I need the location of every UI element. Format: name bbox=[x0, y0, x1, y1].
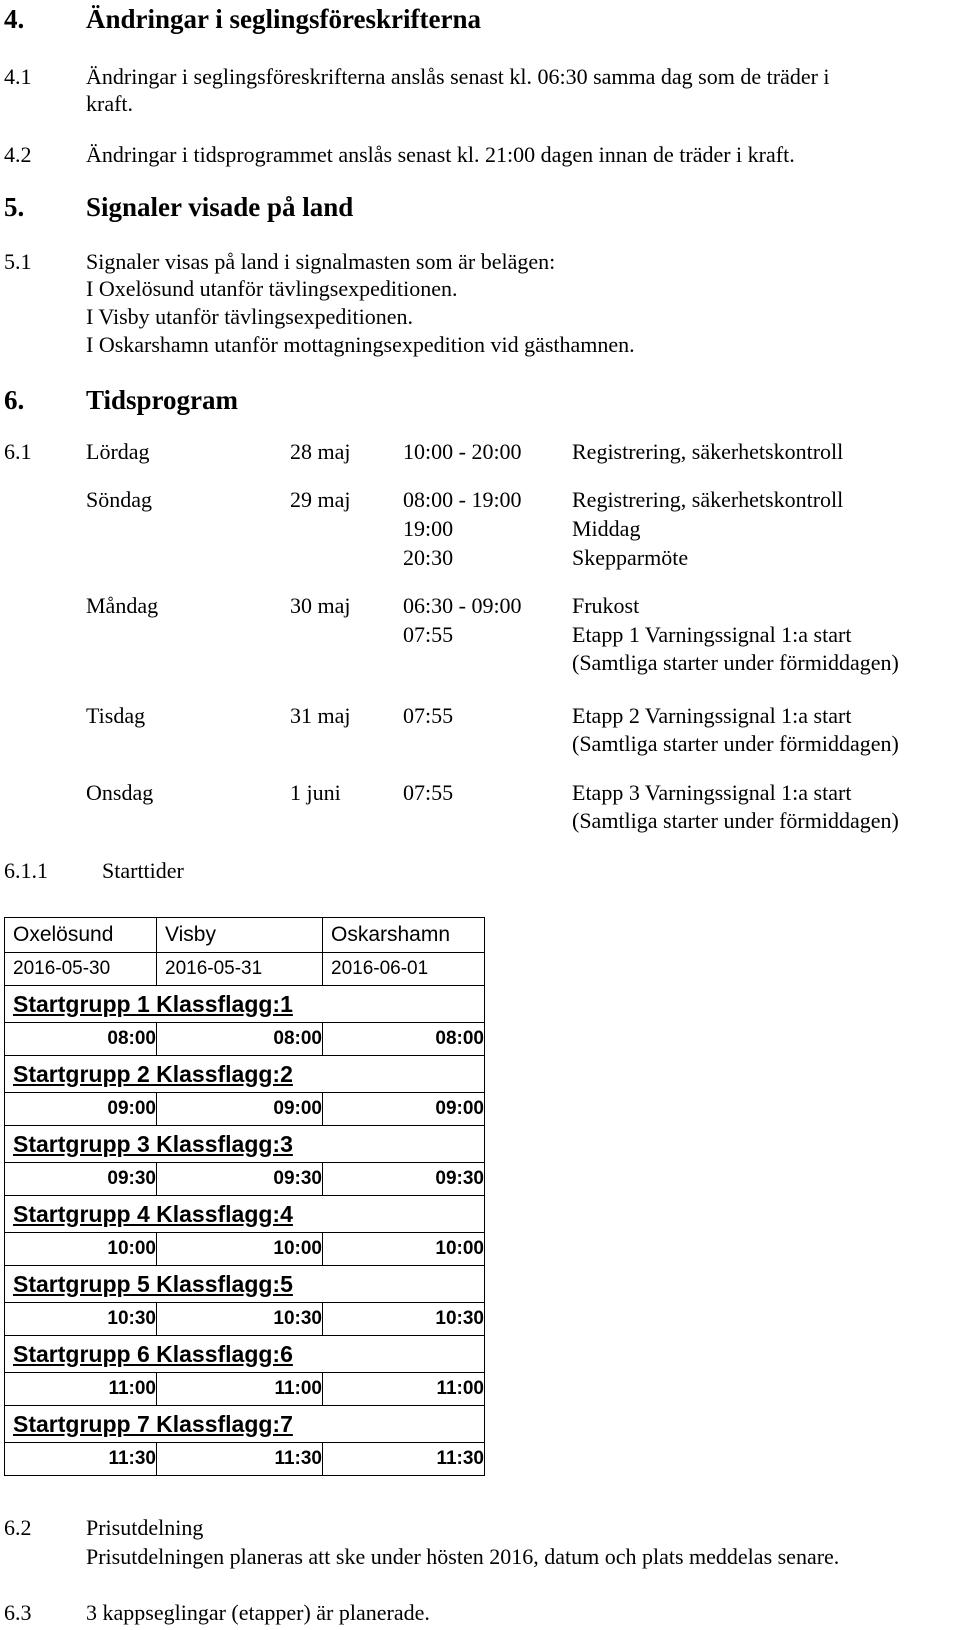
schedule-time: 08:00 - 19:00 bbox=[403, 487, 522, 512]
schedule-time: 10:00 - 20:00 bbox=[403, 439, 522, 464]
start-time-cell: 11:30 bbox=[323, 1443, 485, 1476]
start-time-cell: 08:00 bbox=[5, 1023, 157, 1056]
start-time-cell: 09:30 bbox=[5, 1163, 157, 1196]
table-row bbox=[5, 1056, 485, 1093]
schedule-date: 31 maj bbox=[290, 703, 351, 728]
table-row bbox=[5, 1093, 485, 1126]
start-time-cell: 10:00 bbox=[157, 1233, 323, 1266]
section-6-number: 6. bbox=[4, 385, 25, 415]
start-time-cell: 10:00 bbox=[323, 1233, 485, 1266]
schedule-date: 30 maj bbox=[290, 593, 351, 618]
paragraph-6-1-number: 6.1 bbox=[4, 439, 32, 464]
table-row bbox=[5, 1233, 485, 1266]
column-date: 2016-05-30 bbox=[5, 953, 157, 986]
table-row bbox=[5, 1303, 485, 1336]
start-time-cell: 10:30 bbox=[323, 1303, 485, 1336]
start-times-table bbox=[4, 917, 485, 1476]
schedule-note: (Samtliga starter under förmiddagen) bbox=[572, 808, 899, 833]
table-row bbox=[5, 1126, 485, 1163]
paragraph-4-1-line1: Ändringar i seglingsföreskrifterna anslås senast kl. 06:30 samma dag som de träder i bbox=[86, 64, 830, 89]
schedule-date: 1 juni bbox=[290, 780, 341, 805]
table-row bbox=[5, 1023, 485, 1056]
schedule-time: 07:55 bbox=[403, 780, 454, 805]
startgroup-label: Startgrupp 1 Klassflagg:1 bbox=[5, 986, 485, 1023]
paragraph-4-2-text: Ändringar i tidsprogrammet anslås senast kl. 21:00 dagen innan de träder i kraft. bbox=[86, 142, 795, 167]
schedule-day: Onsdag bbox=[86, 780, 154, 805]
paragraph-5-1-line: Signaler visas på land i signalmasten som är belägen: bbox=[86, 249, 556, 274]
start-time-cell: 10:30 bbox=[157, 1303, 323, 1336]
schedule-activity: Etapp 3 Varningssignal 1:a start bbox=[572, 780, 852, 805]
startgroup-label: Startgrupp 2 Klassflagg:2 bbox=[5, 1056, 485, 1093]
paragraph-6-3-text: 3 kappseglingar (etapper) är planerade. bbox=[86, 1600, 430, 1625]
paragraph-5-1-number: 5.1 bbox=[4, 249, 32, 274]
paragraph-6-2-title: Prisutdelning bbox=[86, 1515, 204, 1540]
column-date: 2016-06-01 bbox=[323, 953, 485, 986]
startgroup-label: Startgrupp 6 Klassflagg:6 bbox=[5, 1336, 485, 1373]
table-row bbox=[5, 1266, 485, 1303]
paragraph-4-2-number: 4.2 bbox=[4, 142, 32, 167]
startgroup-label: Startgrupp 5 Klassflagg:5 bbox=[5, 1266, 485, 1303]
start-time-cell: 09:00 bbox=[5, 1093, 157, 1126]
start-time-cell: 09:30 bbox=[323, 1163, 485, 1196]
schedule-activity: Skepparmöte bbox=[572, 545, 689, 570]
column-header-place: Oxelösund bbox=[5, 918, 157, 953]
start-time-cell: 10:00 bbox=[5, 1233, 157, 1266]
paragraph-5-1-line: I Oxelösund utanför tävlingsexpeditionen. bbox=[86, 276, 458, 301]
schedule-date: 28 maj bbox=[290, 439, 351, 464]
start-time-cell: 08:00 bbox=[323, 1023, 485, 1056]
table-row bbox=[5, 1196, 485, 1233]
start-time-cell: 09:00 bbox=[157, 1093, 323, 1126]
start-time-cell: 11:00 bbox=[5, 1373, 157, 1406]
paragraph-5-1-line: I Oskarshamn utanför mottagningsexpedition vid gästhamnen. bbox=[86, 332, 635, 357]
paragraph-6-2-number: 6.2 bbox=[4, 1515, 32, 1540]
startgroup-label: Startgrupp 7 Klassflagg:7 bbox=[5, 1406, 485, 1443]
schedule-day: Tisdag bbox=[86, 703, 146, 728]
paragraph-4-1-line2: kraft. bbox=[86, 91, 134, 116]
start-time-cell: 09:00 bbox=[323, 1093, 485, 1126]
table-row bbox=[5, 1336, 485, 1373]
column-date: 2016-05-31 bbox=[157, 953, 323, 986]
startgroup-label: Startgrupp 3 Klassflagg:3 bbox=[5, 1126, 485, 1163]
start-time-cell: 11:00 bbox=[157, 1373, 323, 1406]
schedule-date: 29 maj bbox=[290, 487, 351, 512]
subsection-6-1-1-title: Starttider bbox=[102, 858, 184, 883]
startgroup-label: Startgrupp 4 Klassflagg:4 bbox=[5, 1196, 485, 1233]
table-row bbox=[5, 1373, 485, 1406]
paragraph-6-3-number: 6.3 bbox=[4, 1600, 32, 1625]
schedule-activity: Etapp 2 Varningssignal 1:a start bbox=[572, 703, 852, 728]
table-date-row bbox=[5, 953, 485, 986]
section-4-title: Ändringar i seglingsföreskrifterna bbox=[86, 4, 481, 34]
schedule-time: 07:55 bbox=[403, 622, 454, 647]
schedule-activity: Registrering, säkerhetskontroll bbox=[572, 439, 844, 464]
section-6-title: Tidsprogram bbox=[86, 385, 239, 415]
schedule-activity: Frukost bbox=[572, 593, 640, 618]
schedule-activity: Etapp 1 Varningssignal 1:a start bbox=[572, 622, 852, 647]
paragraph-5-1-line: I Visby utanför tävlingsexpeditionen. bbox=[86, 304, 413, 329]
schedule-note: (Samtliga starter under förmiddagen) bbox=[572, 731, 899, 756]
schedule-activity: Registrering, säkerhetskontroll bbox=[572, 487, 844, 512]
table-row bbox=[5, 1163, 485, 1196]
schedule-time: 06:30 - 09:00 bbox=[403, 593, 522, 618]
paragraph-4-1-number: 4.1 bbox=[4, 64, 32, 89]
subsection-6-1-1-number: 6.1.1 bbox=[4, 858, 48, 883]
schedule-time: 07:55 bbox=[403, 703, 454, 728]
schedule-day: Lördag bbox=[86, 439, 150, 464]
table-row bbox=[5, 1406, 485, 1443]
start-time-cell: 08:00 bbox=[157, 1023, 323, 1056]
start-time-cell: 11:30 bbox=[5, 1443, 157, 1476]
table-row bbox=[5, 986, 485, 1023]
column-header-place: Oskarshamn bbox=[323, 918, 485, 953]
section-4-number: 4. bbox=[4, 4, 25, 34]
section-5-number: 5. bbox=[4, 192, 25, 222]
schedule-day: Måndag bbox=[86, 593, 159, 618]
start-time-cell: 11:30 bbox=[157, 1443, 323, 1476]
column-header-place: Visby bbox=[157, 918, 323, 953]
schedule-note: (Samtliga starter under förmiddagen) bbox=[572, 650, 899, 675]
start-time-cell: 11:00 bbox=[323, 1373, 485, 1406]
section-5-title: Signaler visade på land bbox=[86, 192, 354, 222]
schedule-day: Söndag bbox=[86, 487, 152, 512]
table-row bbox=[5, 1443, 485, 1476]
schedule-time: 20:30 bbox=[403, 545, 454, 570]
schedule-time: 19:00 bbox=[403, 516, 454, 541]
start-time-cell: 09:30 bbox=[157, 1163, 323, 1196]
start-time-cell: 10:30 bbox=[5, 1303, 157, 1336]
paragraph-6-2-text: Prisutdelningen planeras att ske under hösten 2016, datum och plats meddelas senare. bbox=[86, 1544, 840, 1569]
table-header-row bbox=[5, 918, 485, 953]
schedule-activity: Middag bbox=[572, 516, 641, 541]
